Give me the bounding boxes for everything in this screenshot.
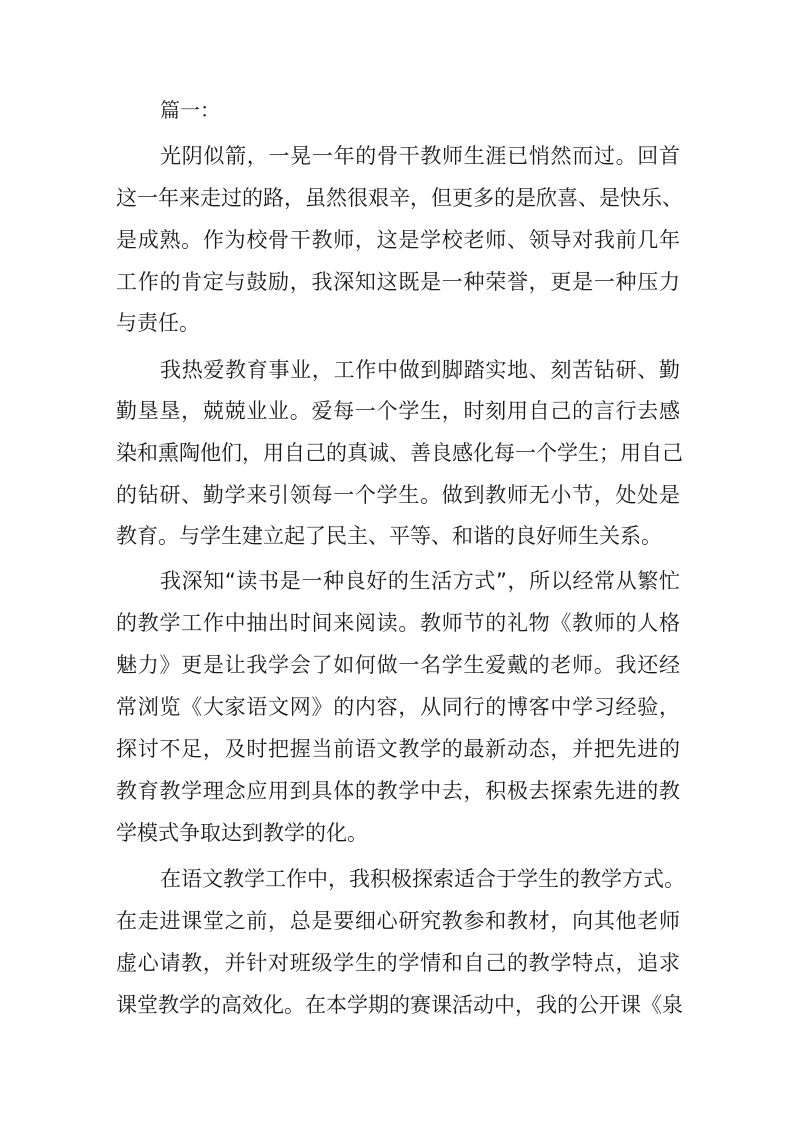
paragraph-1-line-2: 这一年来走过的路，虽然很艰辛，但更多的是欣喜、是快乐、 xyxy=(116,186,683,210)
paragraph-3-line-7: 学模式争取达到教学的化。 xyxy=(116,821,368,845)
paragraph-1-line-3: 是成熟。作为校骨干教师，这是学校老师、领导对我前几年 xyxy=(116,228,680,252)
paragraph-3-line-5: 探讨不足，及时把握当前语文教学的最新动态，并把先进的 xyxy=(116,737,680,761)
paragraph-4-line-2: 在走进课堂之前，总是要细心研究教参和教材，向其他老师 xyxy=(116,909,680,933)
paragraph-2-line-5: 教育。与学生建立起了民主、平等、和谐的良好师生关系。 xyxy=(116,524,662,548)
paragraph-3-line-6: 教育教学理念应用到具体的教学中去，积极去探索先进的教 xyxy=(116,779,680,803)
paragraph-1-line-1: 光阴似箭，一晃一年的骨干教师生涯已悄然而过。回首 xyxy=(160,144,680,168)
paragraph-2-line-4: 的钻研、勤学来引领每一个学生。做到教师无小节，处处是 xyxy=(116,483,680,507)
paragraph-2-line-3: 染和熏陶他们，用自己的真诚、善良感化每一个学生；用自己 xyxy=(116,441,683,465)
paragraph-3-line-3: 魅力》更是让我学会了如何做一名学生爱戴的老师。我还经 xyxy=(116,653,680,677)
paragraph-4-line-1: 在语文教学工作中，我积极探索适合于学生的教学方式。 xyxy=(160,867,685,891)
paragraph-3-line-2: 的教学工作中抽出时间来阅读。教师节的礼物《教师的人格 xyxy=(116,611,680,635)
paragraph-2-line-2: 勤垦垦，兢兢业业。爱每一个学生，时刻用自己的言行去感 xyxy=(116,399,680,423)
paragraph-3-line-1: 我深知“读书是一种良好的生活方式”，所以经常从繁忙 xyxy=(160,569,680,593)
paragraph-1-line-4: 工作的肯定与鼓励，我深知这既是一种荣誉，更是一种压力 xyxy=(116,270,680,294)
paragraph-4-line-4: 课堂教学的高效化。在本学期的赛课活动中，我的公开课《泉 xyxy=(116,993,683,1017)
paragraph-3-line-4: 常浏览《大家语文网》的内容，从同行的博客中学习经验， xyxy=(116,695,680,719)
section-heading: 篇一： xyxy=(160,98,220,122)
paragraph-4-line-3: 虚心请教，并针对班级学生的学情和自己的教学特点，追求 xyxy=(116,951,680,975)
paragraph-2-line-1: 我热爱教育事业，工作中做到脚踏实地、刻苦钻研、勤 xyxy=(160,358,680,382)
paragraph-1-line-5: 与责任。 xyxy=(116,311,200,335)
